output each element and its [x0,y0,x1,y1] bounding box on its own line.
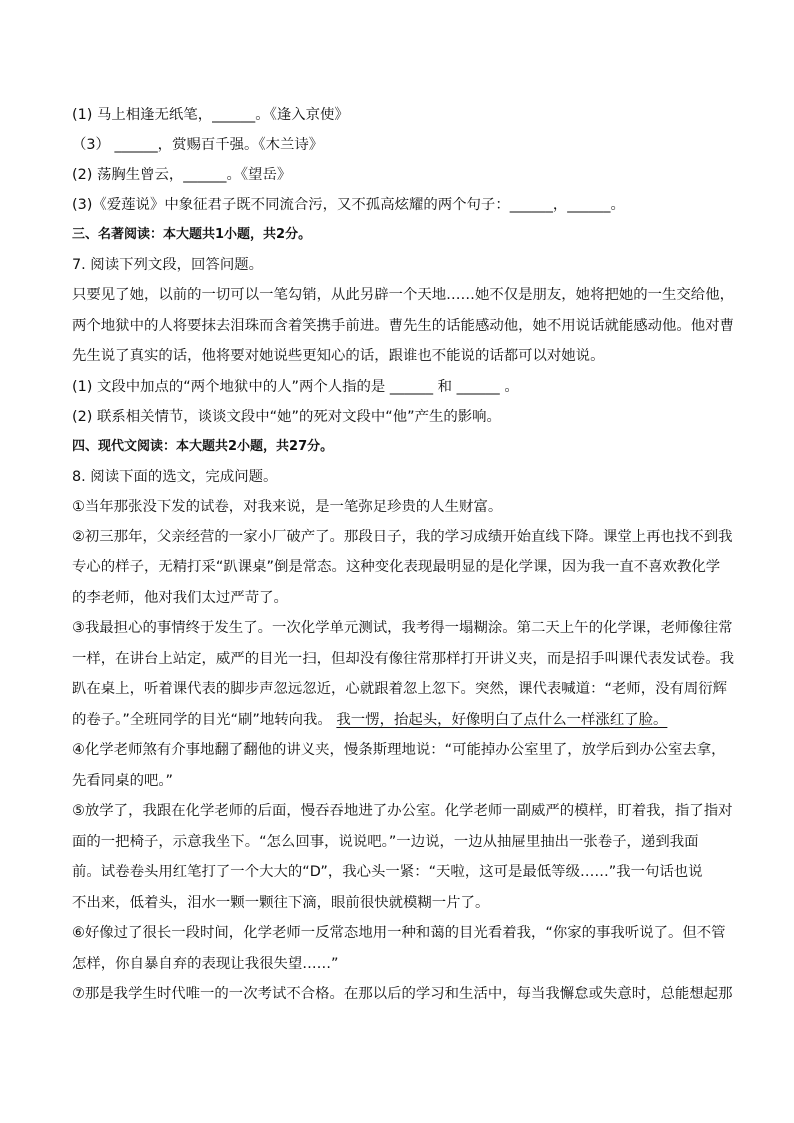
paragraph-line: ③我最担心的事情终于发生了。一次化学单元测试，我考得一塌糊涂。第二天上午的化学课，老师像往常 [72,620,733,636]
paragraph-4 [72,735,724,796]
paragraph-1: ①当年那张没下发的试卷，对我来说，是一笔弥足珍贵的人生财富。 [72,498,503,515]
paragraph-line: 专心的样子，无精打采“趴课桌”倒是常态。这种变化表现最明显的是化学课，因为我一直不喜欢教化学 [72,559,721,575]
question-7-title: 7. 阅读下列文段，回答问题。 [72,257,263,273]
poem-item-4: (3)《爱莲说》中象征君子既不同流合污，又不孤高炫耀的两个句子：______，______。 [72,197,625,213]
paragraph-line: 怎样，你自暴自弃的表现让我很失望……” [72,955,339,972]
paragraph-line: 的李老师，他对我们太过严苛了。 [72,589,288,606]
page-content [72,100,734,1010]
section-4-heading: 四、现代文阅读：本大题共2小题，共27分。 [72,438,334,454]
paragraph-line: 面的一把椅子，示意我坐下。“怎么回事，说说吧。”一边说，一边从抽屉里抽出一张卷子，递到我面 [72,833,699,850]
paragraph-line [72,705,724,736]
paragraph-3 [72,613,734,735]
passage-line: 先生说了真实的话，他将要对她说些更知心的话，跟谁也不能说的话都可以对她说。 [72,348,605,364]
paragraph-line: 不出来，低着头，泪水一颗一颗往下滴，眼前很快就模糊一片了。 [72,894,490,911]
paragraph-7 [72,979,733,1010]
question-8-title: 8. 阅读下面的选文，完成问题。 [72,468,278,485]
section-3-heading: 三、名著阅读：本大题共1小题，共2分。 [72,227,312,242]
paragraph-line: 前。试卷卷头用红笔打了一个大大的“D”，我心头一紧：“天啦，这可是最低等级……”我一句话也说 [72,864,703,880]
underlined-sentence: 我一愣，抬起头，好像明白了点什么一样涨红了脸。 [336,711,668,728]
question-7-passage [72,280,734,372]
paragraph-line: ④化学老师煞有介事地翻了翻他的讲义夹，慢条斯理地说：“可能掉办公室里了，放学后到办公室去拿， [72,742,726,758]
paragraph-2 [72,522,733,614]
passage-line: 两个地狱中的人将要抹去泪珠而含着笑携手前进。曹先生的话能感动他，她不用说话就能感动他。他对曹 [72,317,734,334]
question-7-1: (1) 文段中加点的“两个地狱中的人”两个人指的是 ______ 和 ______ 。 [72,378,519,395]
paragraph-6 [72,918,724,979]
poem-item-3: (2) 荡胸生曾云，______。《望岳》 [72,167,292,183]
paragraph-line: 趴在桌上，听着课代表的脚步声忽远忽近，心就跟着忽上忽下。突然，课代表喊道：“老师，没有周衍辉 [72,681,728,697]
poem-item-1: (1) 马上相逢无纸笔，______。《逢入京使》 [72,107,349,123]
paragraph-5 [72,796,733,918]
passage-line: 只要见了她，以前的一切可以一笔勾销，从此另辟一个天地……她不仅是朋友，她将把她的一生交给他， [72,287,734,303]
paragraph-line: ②初三那年，父亲经营的一家小厂破产了。那段日子，我的学习成绩开始直线下降。课堂上再也找不到我 [72,528,733,545]
question-7-2: (2) 联系相关情节，谈谈文段中“她”的死对文段中“他”产生的影响。 [72,408,501,425]
poem-item-2: （3） ______，赏赐百千强。《木兰诗》 [72,137,324,153]
paragraph-text: 的卷子。”全班同学的目光“刷”地转向我。 [72,711,332,728]
paragraph-line: ⑦那是我学生时代唯一的一次考试不合格。在那以后的学习和生活中，每当我懈怠或失意时，总能想起那 [72,986,733,1002]
paragraph-line: ⑥好像过了很长一段时间，化学老师一反常态地用一种和蔼的目光看着我，“你家的事我听说了。但不管 [72,925,726,941]
paragraph-line: ⑤放学了，我跟在化学老师的后面，慢吞吞地进了办公室。化学老师一副威严的模样，盯着我，指了指对 [72,803,733,819]
paragraph-line: 一样，在讲台上站定，威严的目光一扫，但却没有像往常那样打开讲义夹，而是招手叫课代表发试卷。我 [72,650,734,667]
paragraph-line: 先看同桌的吧。” [72,772,173,789]
